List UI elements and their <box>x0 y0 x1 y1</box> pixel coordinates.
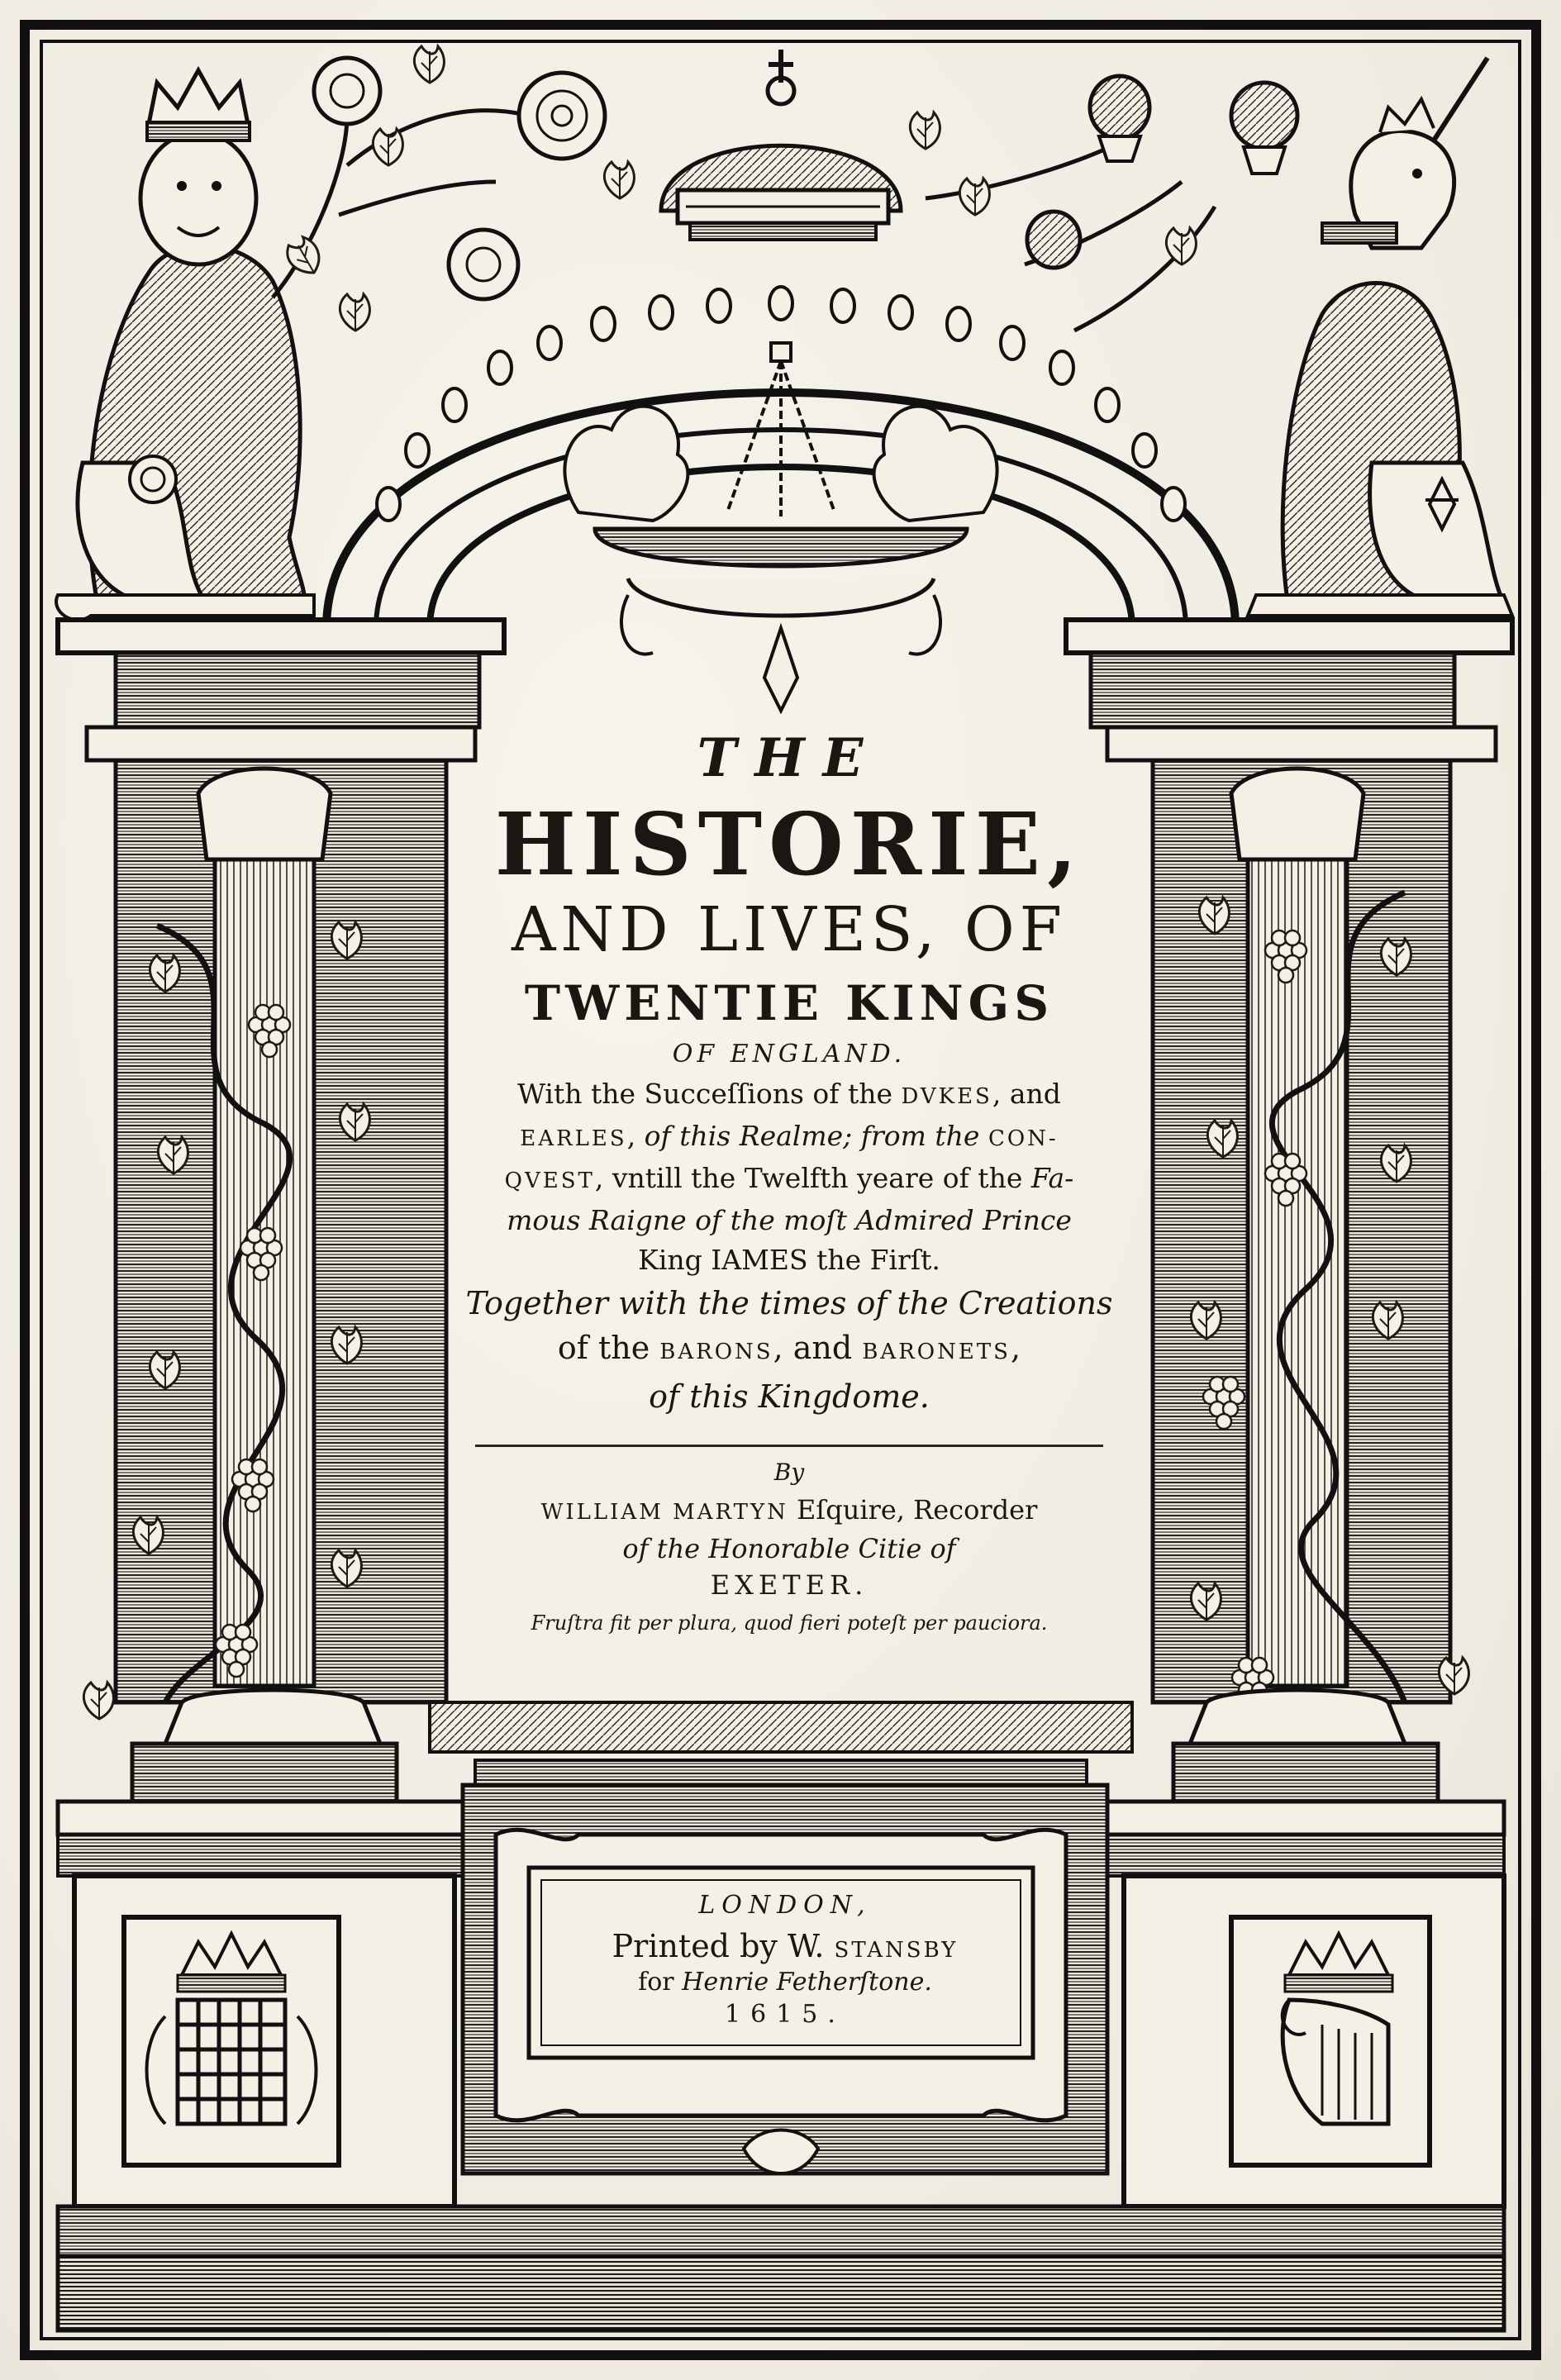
hanging-lamp-icon <box>564 343 997 711</box>
subtitle-successions <box>450 1074 1128 1280</box>
arch <box>326 287 1235 628</box>
together-line: of the BARONS, and BARONETS, <box>557 1330 1021 1366</box>
together-line: of this Kingdome. <box>649 1378 930 1415</box>
title-of-england: OF ENGLAND. <box>672 1040 907 1069</box>
thistle-icon <box>910 76 1297 331</box>
subtitle-line: With the Succeſſions of the DVKES, and <box>517 1078 1061 1110</box>
subtitle-line: King IAMES the Firſt. <box>638 1244 940 1276</box>
author-line: of the Honorable Citie of <box>622 1533 956 1564</box>
lion-icon <box>56 70 314 620</box>
author-line: WILLIAM MARTYN Eſquire, Recorder <box>540 1494 1038 1526</box>
subtitle-line: QVEST, vntill the Twelfth yeare of the Fa- <box>504 1162 1074 1194</box>
harp-icon <box>1283 1934 1392 2124</box>
divider-rule <box>475 1445 1103 1447</box>
imprint-bookseller: for Henrie Fetherſtone. <box>638 1968 932 1997</box>
subtitle-line: mous Raigne of the moſt Admired Prince <box>507 1204 1072 1236</box>
imprint-year: 1615. <box>725 2000 845 2029</box>
title-twentie-kings: TWENTIE KINGS <box>524 975 1054 1031</box>
author-line: EXETER. <box>710 1569 869 1601</box>
crown-icon <box>661 50 901 240</box>
subtitle-together <box>450 1281 1128 1419</box>
imprint-printer: Printed by W. STANSBY <box>612 1928 959 1964</box>
together-line: Together with the times of the Creations <box>465 1285 1113 1321</box>
imprint-city: LONDON, <box>698 1891 872 1920</box>
by-line: By <box>773 1459 805 1486</box>
rose-icon <box>130 456 176 502</box>
title-historie: HISTORIE, <box>494 793 1084 895</box>
subtitle-line: EARLES, of this Realme; from the CON- <box>520 1120 1059 1152</box>
author-block <box>450 1492 1128 1603</box>
latin-motto: Fruſtra fit per plura, quod fieri poteſt per pauciora. <box>531 1611 1048 1635</box>
imprint-cartouche <box>537 1876 1033 2054</box>
title-block <box>450 711 1128 1636</box>
title-and-lives: AND LIVES, OF <box>512 894 1067 965</box>
rose-vine <box>273 46 634 331</box>
title-the: THE <box>697 727 882 789</box>
